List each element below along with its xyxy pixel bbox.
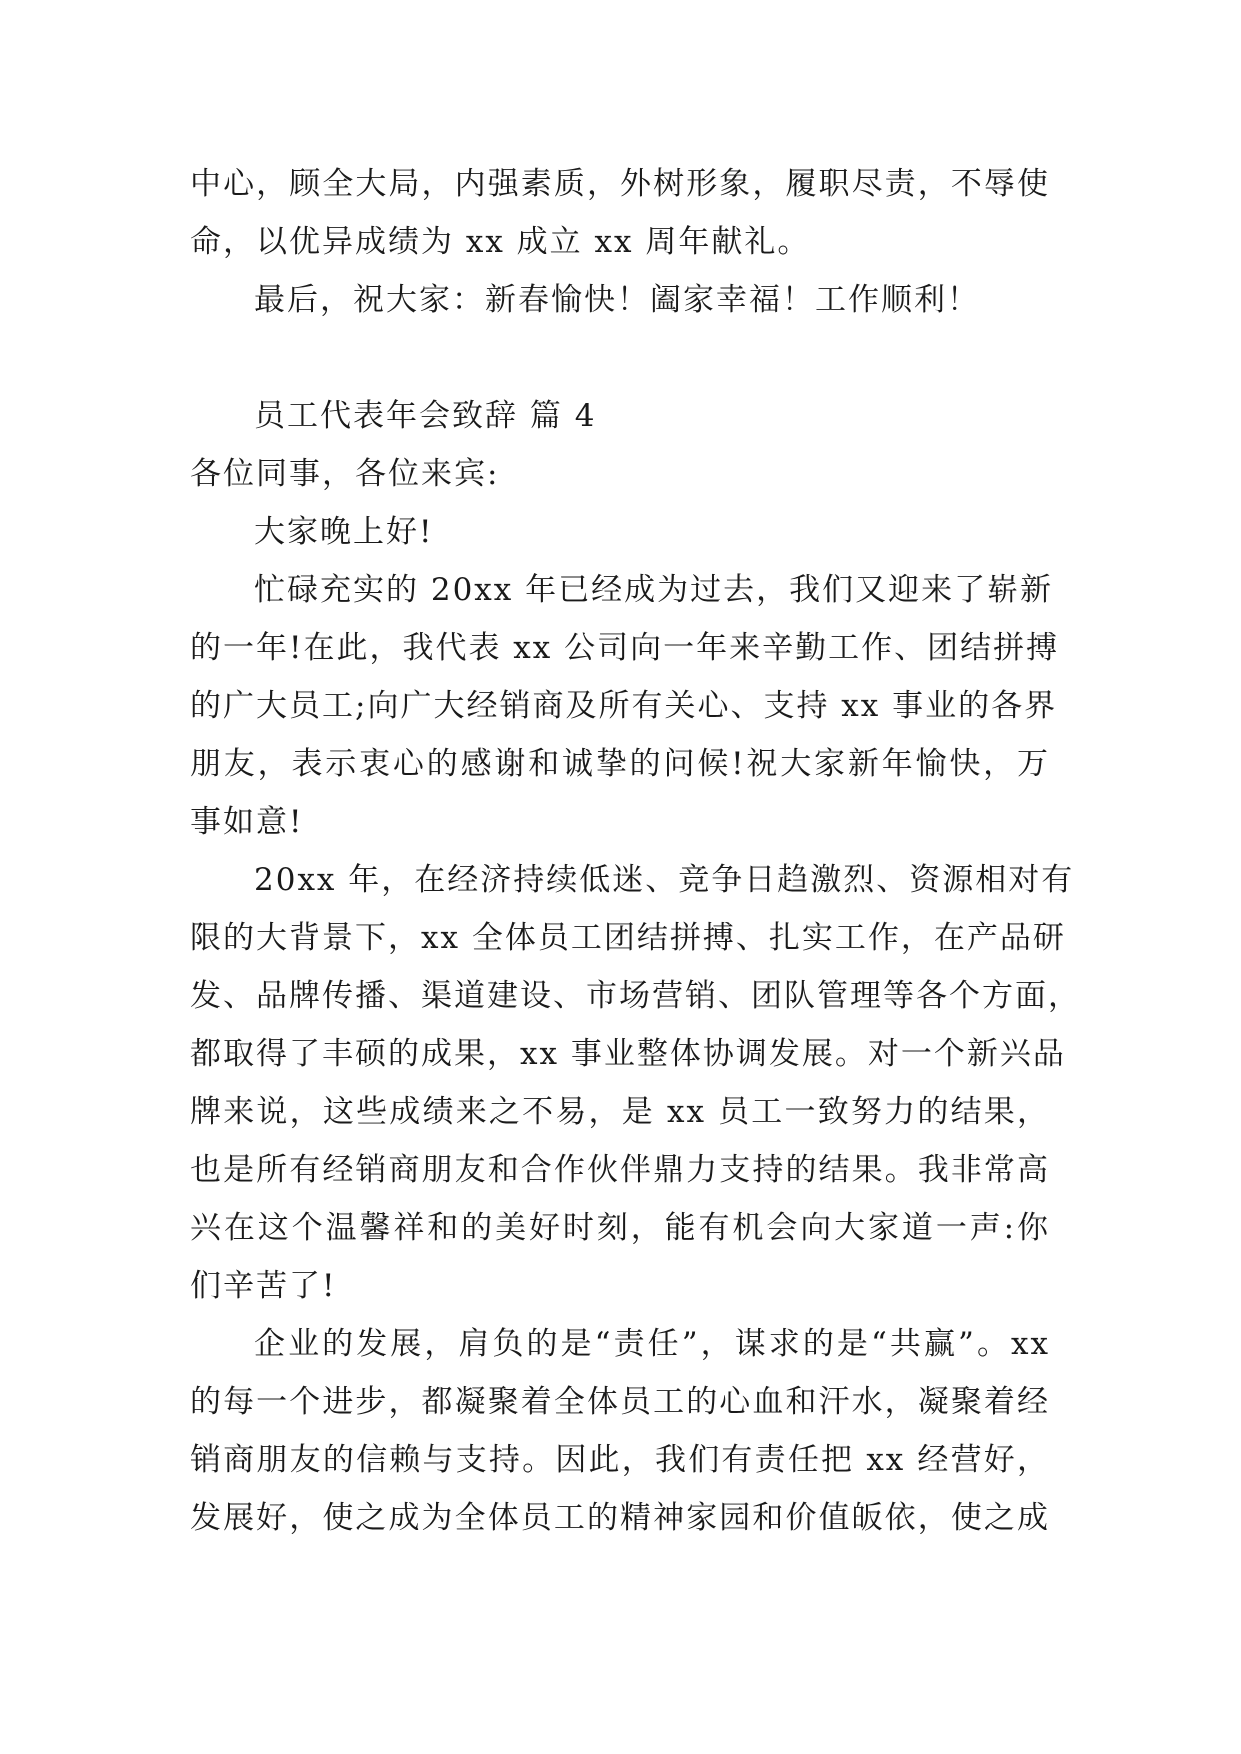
text-line: 朋友，表示衷心的感谢和诚挚的问候!祝大家新年愉快，万 <box>190 746 1050 782</box>
text-line: 们辛苦了! <box>190 1268 337 1304</box>
text-line: 限的大背景下，xx 全体员工团结拼搏、扎实工作，在产品研 <box>190 920 1066 956</box>
text-line: 销商朋友的信赖与支持。因此，我们有责任把 xx 经营好， <box>190 1442 1050 1478</box>
text-line: 中心，顾全大局，内强素质，外树形象，履职尽责，不辱使 <box>190 166 1050 202</box>
text-line: 兴在这个温馨祥和的美好时刻，能有机会向大家道一声:你 <box>190 1210 1050 1246</box>
text-line: 发展好，使之成为全体员工的精神家园和价值皈依，使之成 <box>190 1500 1050 1536</box>
text-line: 都取得了丰硕的成果，xx 事业整体协调发展。对一个新兴品 <box>190 1036 1066 1072</box>
text-line: 最后，祝大家：新春愉快！阖家幸福！工作顺利！ <box>254 282 980 318</box>
greeting: 大家晚上好! <box>254 514 434 550</box>
text-line: 发、品牌传播、渠道建设、市场营销、团队管理等各个方面， <box>190 978 1081 1014</box>
text-line: 牌来说，这些成绩来之不易，是 xx 员工一致努力的结果， <box>190 1094 1050 1130</box>
section-heading: 员工代表年会致辞 篇 4 <box>254 398 597 434</box>
text-line: 命，以优异成绩为 xx 成立 xx 周年献礼。 <box>190 224 811 260</box>
text-line: 的每一个进步，都凝聚着全体员工的心血和汗水，凝聚着经 <box>190 1384 1050 1420</box>
text-line: 企业的发展，肩负的是“责任”，谋求的是“共赢”。xx <box>254 1326 1050 1362</box>
text-line: 忙碌充实的 20xx 年已经成为过去，我们又迎来了崭新 <box>254 572 1054 608</box>
text-line: 的广大员工;向广大经销商及所有关心、支持 xx 事业的各界 <box>190 688 1058 724</box>
text-line: 20xx 年，在经济持续低迷、竞争日趋激烈、资源相对有 <box>254 862 1075 898</box>
text-line: 事如意! <box>190 804 304 840</box>
salutation: 各位同事，各位来宾: <box>190 456 500 492</box>
text-line: 的一年!在此，我代表 xx 公司向一年来辛勤工作、团结拼搏 <box>190 630 1060 666</box>
text-line: 也是所有经销商朋友和合作伙伴鼎力支持的结果。我非常高 <box>190 1152 1050 1188</box>
